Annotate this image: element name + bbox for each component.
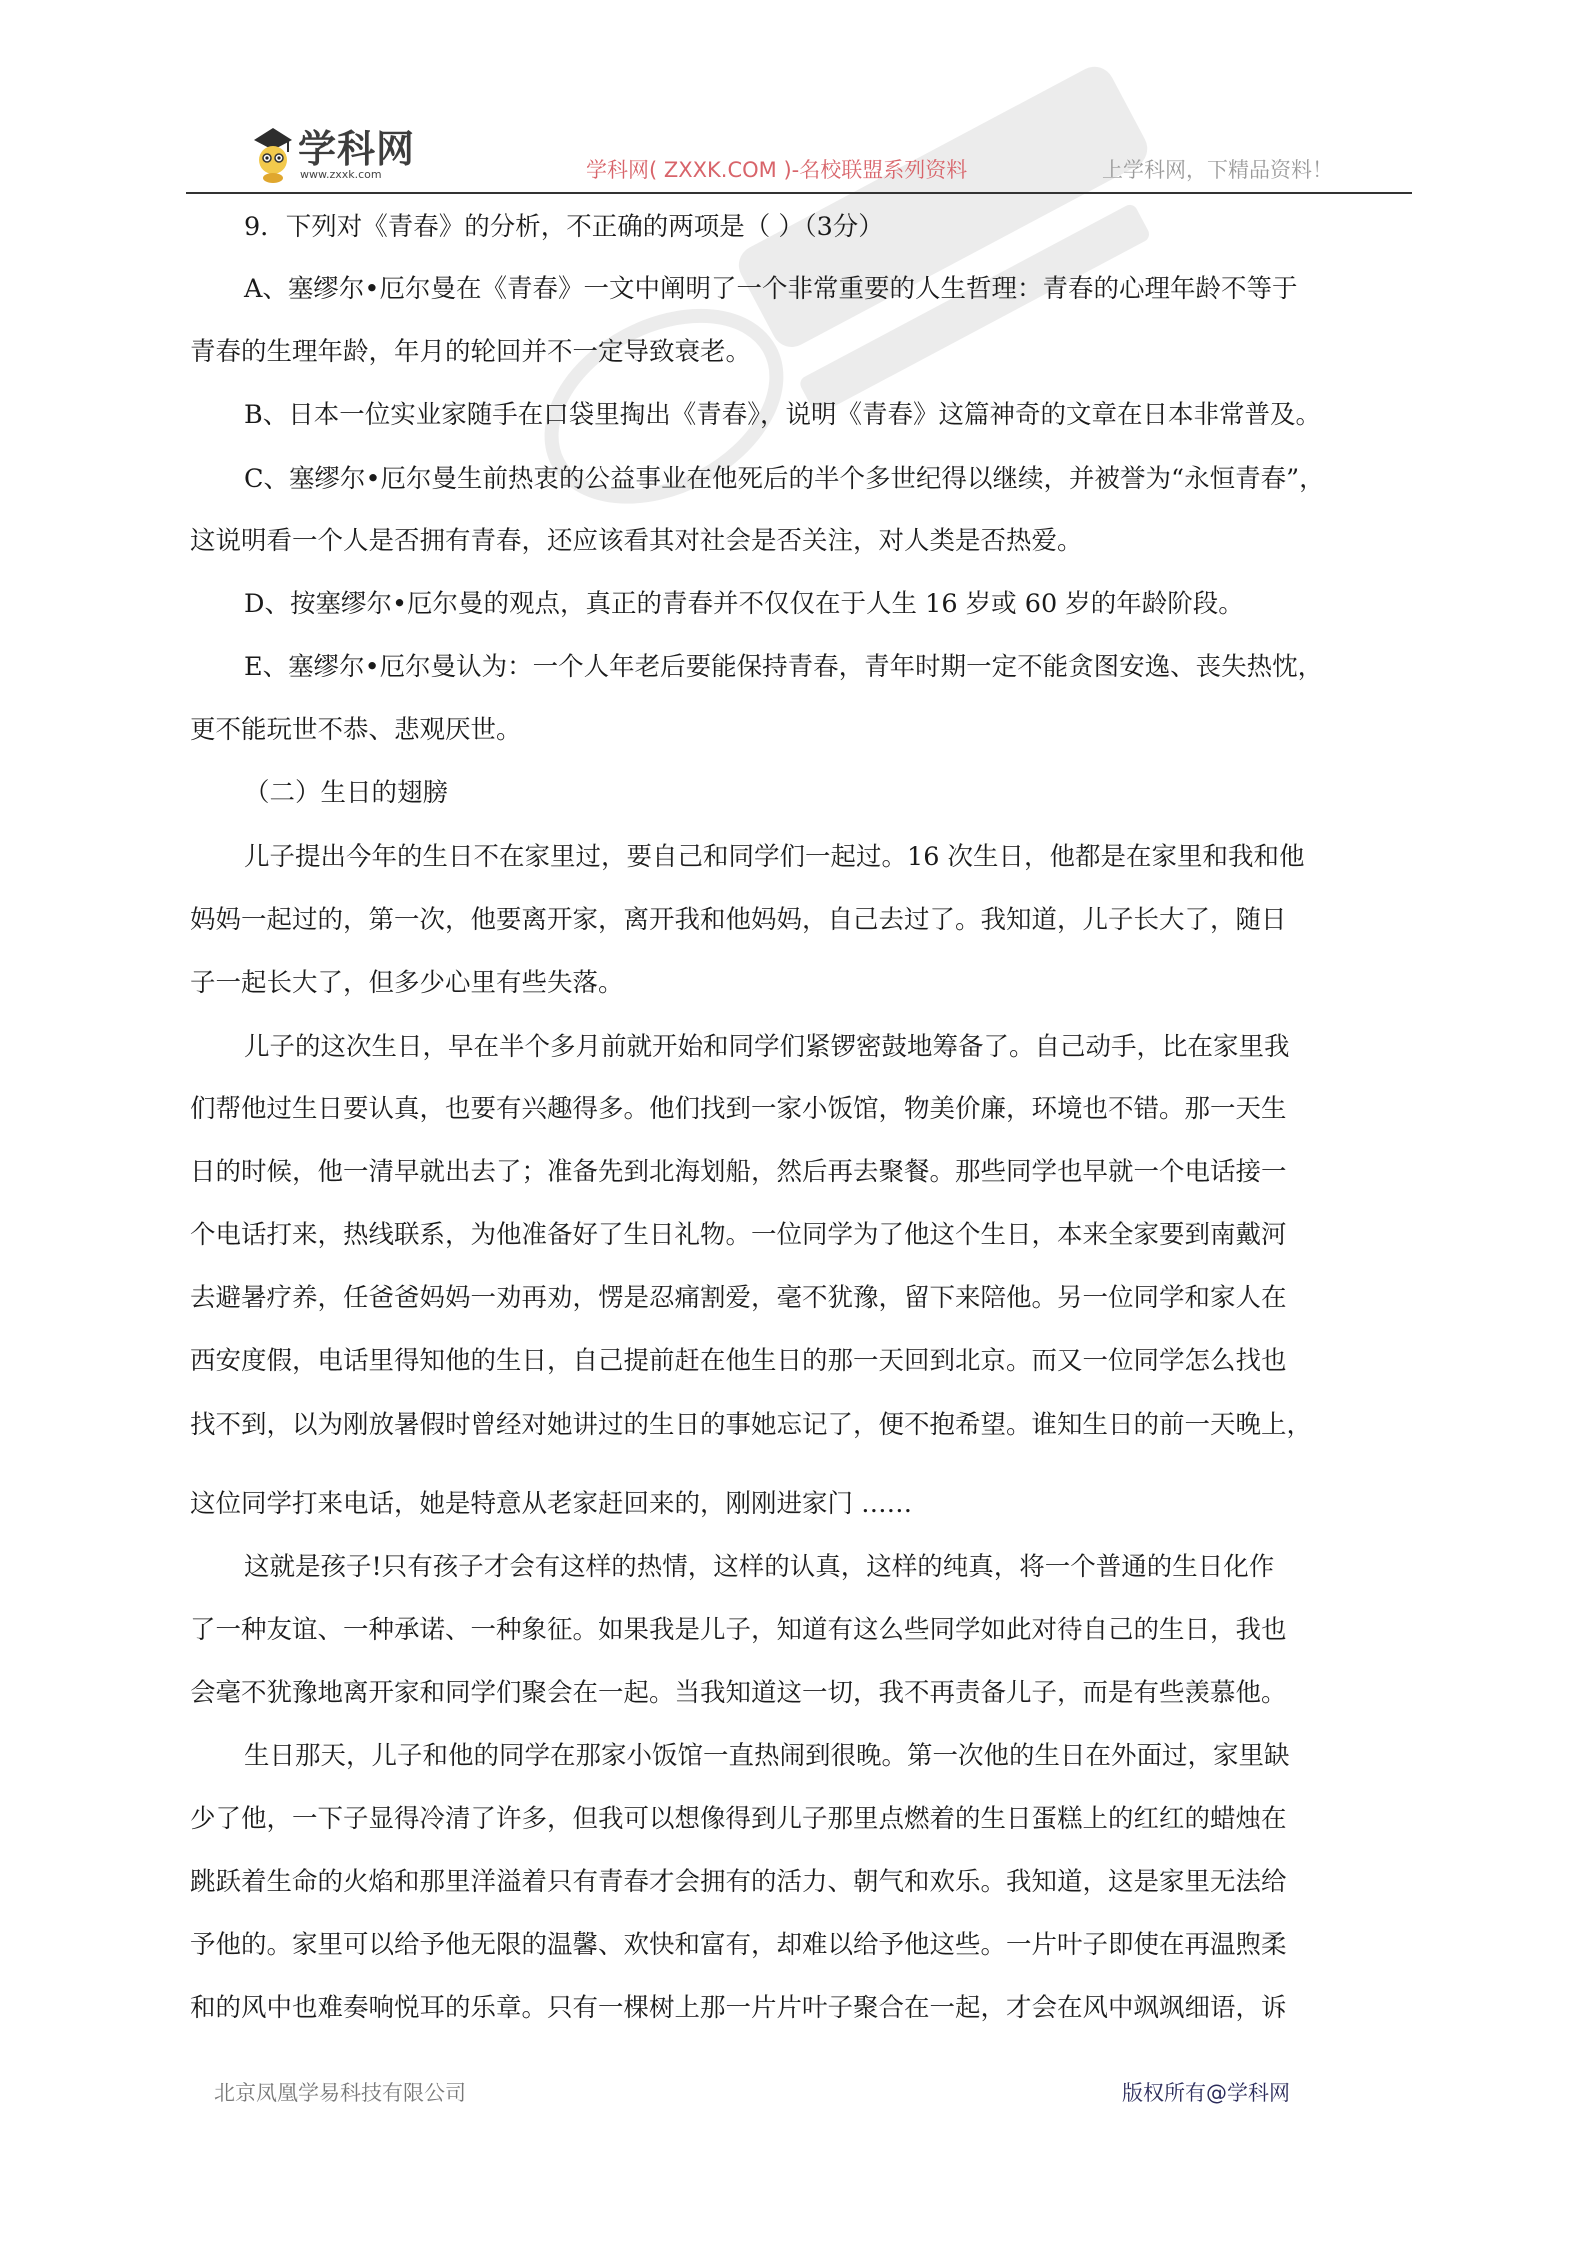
logo-wordmark: 学科网 (298, 127, 416, 171)
paragraph-line: 儿子提出今年的生日不在家里过，要自己和同学们一起过。16 次生日，他都是在家里和我和他 (244, 842, 1305, 872)
paragraph-line: 日的时候，他一清早就出去了；准备先到北海划船，然后再去聚餐。那些同学也早就一个电话接一 (190, 1157, 1287, 1187)
brand-logo[interactable] (250, 116, 420, 188)
option-line: 青春的生理年龄，年月的轮回并不一定导致衰老。 (190, 337, 752, 367)
question-line: 9．下列对《青春》的分析，不正确的两项是（ ）（3分） (244, 212, 884, 242)
footer-company: 北京凤凰学易科技有限公司 (214, 2081, 466, 2105)
option-line: 更不能玩世不恭、悲观厌世。 (190, 715, 522, 745)
paragraph-line: 和的风中也难奏响悦耳的乐章。只有一棵树上那一片片叶子聚合在一起，才会在风中飒飒细语，诉 (190, 1993, 1287, 2023)
header-slogan: 上学科网，下精品资料！ (1102, 158, 1333, 182)
paragraph-line: 跳跃着生命的火焰和那里洋溢着只有青春才会拥有的活力、朝气和欢乐。我知道，这是家里无法给 (190, 1867, 1287, 1897)
paragraph-line: 这位同学打来电话，她是特意从老家赶回来的，刚刚进家门 …… (190, 1489, 913, 1519)
paragraph-line: 个电话打来，热线联系，为他准备好了生日礼物。一位同学为了他这个生日，本来全家要到南戴河 (190, 1220, 1287, 1250)
paragraph-line: 生日那天，儿子和他的同学在那家小饭馆一直热闹到很晚。第一次他的生日在外面过，家里缺 (244, 1741, 1290, 1771)
logo-url: www.zxxk.com (300, 168, 382, 181)
paragraph-line: 会毫不犹豫地离开家和同学们聚会在一起。当我知道这一切，我不再责备儿子，而是有些羡慕他。 (190, 1678, 1287, 1708)
paragraph-line: 少了他，一下子显得冷清了许多，但我可以想像得到儿子那里点燃着的生日蛋糕上的红红的蜡烛在 (190, 1804, 1287, 1834)
option-line: B、日本一位实业家随手在口袋里掏出《青春》，说明《青春》这篇神奇的文章在日本非常普及。 (244, 400, 1321, 430)
header-source-label: 学科网( ZXXK.COM )-名校联盟系列资料 (586, 158, 968, 182)
paragraph-line: 妈妈一起过的，第一次，他要离开家，离开我和他妈妈，自己去过了。我知道，儿子长大了，随日 (190, 905, 1287, 935)
paragraph-line: 们帮他过生日要认真，也要有兴趣得多。他们找到一家小饭馆，物美价廉，环境也不错。那一天生 (190, 1094, 1287, 1124)
paragraph-line: 了一种友谊、一种承诺、一种象征。如果我是儿子，知道有这么些同学如此对待自己的生日，我也 (190, 1615, 1287, 1645)
paragraph-line: 予他的。家里可以给予他无限的温馨、欢快和富有，却难以给予他这些。一片叶子即使在再温煦柔 (190, 1930, 1287, 1960)
page-header (186, 110, 1412, 194)
option-line: E、塞缪尔•厄尔曼认为：一个人年老后要能保持青春，青年时期一定不能贪图安逸、丧失热忱， (244, 652, 1324, 682)
section-heading: （二）生日的翅膀 (244, 778, 449, 808)
paragraph-line: 儿子的这次生日，早在半个多月前就开始和同学们紧锣密鼓地筹备了。自己动手，比在家里我 (244, 1032, 1290, 1062)
mascot-icon (250, 124, 296, 184)
paragraph-line: 去避暑疗养，任爸爸妈妈一劝再劝，愣是忍痛割爱，毫不犹豫，留下来陪他。另一位同学和家人在 (190, 1283, 1287, 1313)
paragraph-line: 找不到，以为刚放暑假时曾经对她讲过的生日的事她忘记了，便不抱希望。谁知生日的前一天晚上， (190, 1410, 1313, 1440)
paragraph-line: 西安度假，电话里得知他的生日，自己提前赶在他生日的那一天回到北京。而又一位同学怎么找也 (190, 1346, 1287, 1376)
header-divider (186, 192, 1412, 194)
option-line: A、塞缪尔•厄尔曼在《青春》一文中阐明了一个非常重要的人生哲理：青春的心理年龄不等于 (244, 274, 1298, 304)
paragraph-line: 子一起长大了，但多少心里有些失落。 (190, 968, 624, 998)
option-line: C、塞缪尔•厄尔曼生前热衷的公益事业在他死后的半个多世纪得以继续，并被誉为“永恒青春”， (244, 464, 1325, 494)
option-line: 这说明看一个人是否拥有青春，还应该看其对社会是否关注，对人类是否热爱。 (190, 526, 1083, 556)
footer-copyright: 版权所有@学科网 (1122, 2081, 1290, 2105)
paragraph-line: 这就是孩子!只有孩子才会有这样的热情，这样的认真，这样的纯真，将一个普通的生日化作 (244, 1552, 1275, 1582)
option-line: D、按塞缪尔•厄尔曼的观点，真正的青春并不仅仅在于人生 16 岁或 60 岁的年龄阶段。 (244, 589, 1244, 619)
